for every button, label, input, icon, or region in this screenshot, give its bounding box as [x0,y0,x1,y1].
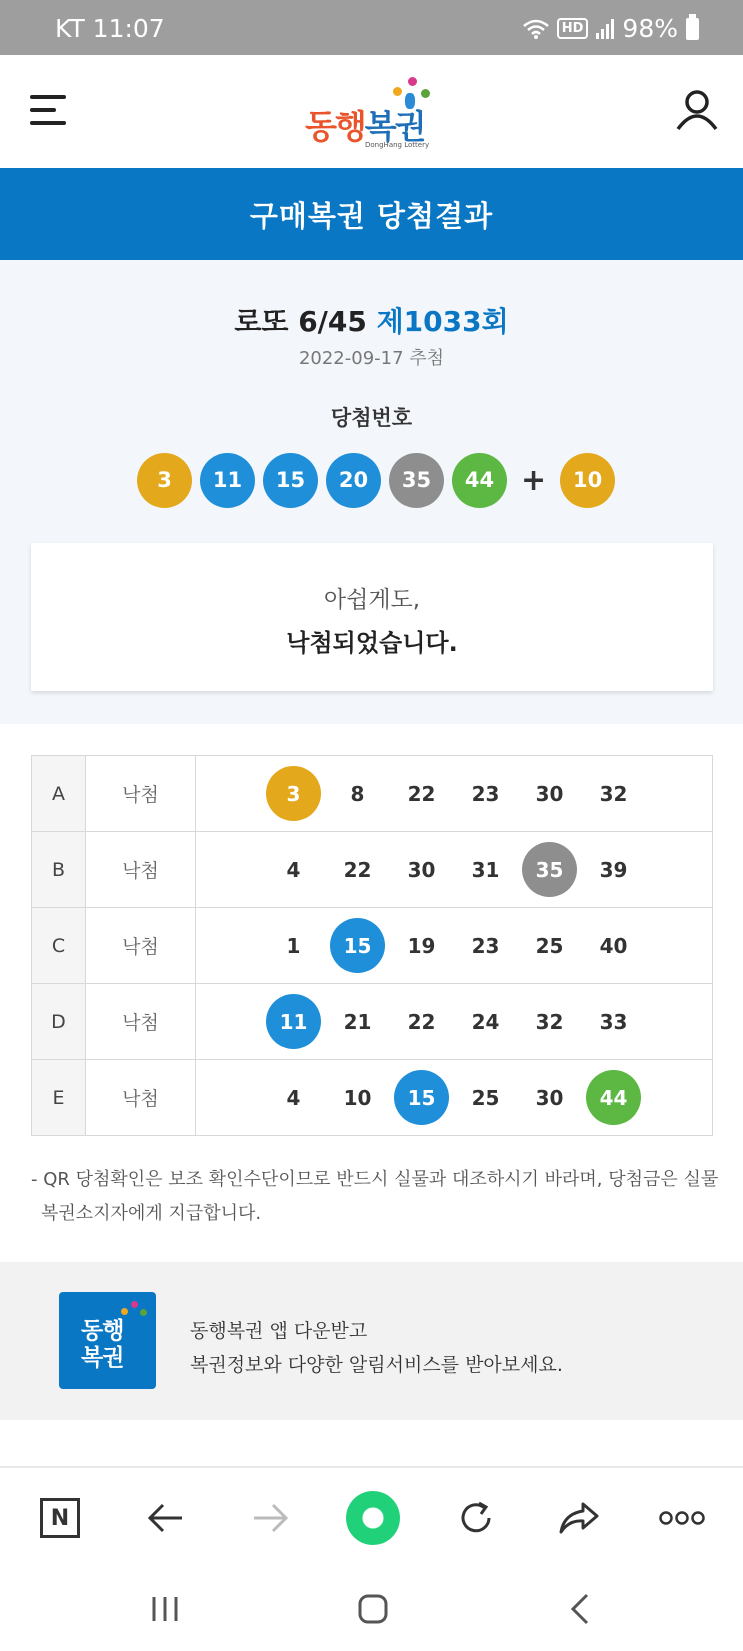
winning-ball: 44 [452,453,507,508]
back-arrow-icon [148,1503,184,1533]
share-button[interactable] [549,1488,609,1548]
logo-text: 동행복권 [305,107,425,146]
ticket-row [32,984,713,1060]
round-number: 제1033회 [376,305,509,338]
game-status: 낙첨 [86,984,196,1060]
game-status: 낙첨 [86,908,196,984]
battery-icon [686,18,699,40]
app-icon-text: 동행 복권 [81,1318,124,1371]
back-nav-button[interactable] [550,1586,610,1631]
matched-number: 15 [330,918,385,973]
recent-apps-icon [150,1595,180,1623]
ticket-number: 32 [535,1009,564,1034]
ticket-number: 40 [599,933,628,958]
ticket-number: 33 [599,1009,628,1034]
winning-numbers [137,452,615,508]
game-name: 로또 6/45 [234,305,367,338]
ticket-number: 4 [286,857,301,882]
result-message-line1: 아쉽게도, [323,587,421,613]
promo-line2: 복권정보와 다양한 알림서비스를 받아보세요. [190,1354,563,1376]
ticket-row [32,832,713,908]
game-numbers [196,908,713,984]
recent-apps-button[interactable] [135,1586,195,1631]
ticket-row [32,908,713,984]
matched-number: 15 [394,1070,449,1125]
game-letter: C [32,908,86,984]
game-letter: D [32,984,86,1060]
refresh-button[interactable] [446,1488,506,1548]
ticket-number: 10 [343,1085,372,1110]
ticket-number: 31 [471,857,500,882]
ticket-number: 23 [471,781,500,806]
ticket-table [31,755,713,1136]
notice-line1: - QR 당첨확인은 보조 확인수단이므로 반드시 실물과 대조하시기 바라며, 당첨금은 실물 [31,1169,719,1190]
result-section [0,260,743,724]
winning-ball: 15 [263,453,318,508]
logo-subtitle: DongHang Lottery [365,141,430,149]
refresh-icon [457,1499,495,1537]
signal-icon [596,19,614,39]
winning-numbers-label: 당첨번호 [330,406,413,430]
back-button[interactable] [136,1488,196,1548]
game-letter: A [32,756,86,832]
round-title [0,300,743,340]
ticket-number: 30 [535,781,564,806]
hd-voice-icon: HD [557,18,589,39]
ticket-number: 23 [471,933,500,958]
ticket-number: 21 [343,1009,372,1034]
matched-number: 3 [266,766,321,821]
ticket-row [32,756,713,832]
menu-icon[interactable] [30,95,66,125]
ticket-number: 4 [286,1085,301,1110]
game-numbers [196,832,713,908]
game-letter: B [32,832,86,908]
ticket-number: 32 [599,781,628,806]
ticket-number: 8 [350,781,365,806]
game-numbers [196,1060,713,1136]
site-header [0,55,743,168]
naver-n-icon: N [40,1498,80,1538]
ticket-number: 30 [407,857,436,882]
system-nav-bar [0,1566,743,1651]
ticket-number: 1 [286,933,301,958]
matched-number: 35 [522,842,577,897]
more-button[interactable] [652,1488,712,1548]
game-letter: E [32,1060,86,1136]
ticket-number: 22 [407,1009,436,1034]
wifi-icon [523,18,549,40]
more-icon [659,1510,705,1526]
back-icon [570,1593,590,1625]
bonus-ball: 10 [560,453,615,508]
browser-toolbar [0,1466,743,1566]
ticket-number: 24 [471,1009,500,1034]
matched-number: 11 [266,994,321,1049]
ticket-number: 25 [471,1085,500,1110]
app-icon[interactable] [59,1292,156,1389]
notice-line2: 복권소지자에게 지급합니다. [41,1203,262,1224]
page-title: 구매복권 당첨결과 [249,198,494,233]
ticket-row [32,1060,713,1136]
home-green-button[interactable] [343,1488,403,1548]
winning-ball: 11 [200,453,255,508]
matched-number: 44 [586,1070,641,1125]
game-numbers [196,984,713,1060]
home-icon [358,1594,388,1624]
status-carrier-time: KT 11:07 [55,14,165,43]
game-status: 낙첨 [86,832,196,908]
ticket-number: 30 [535,1085,564,1110]
ticket-number: 22 [343,857,372,882]
forward-arrow-icon [252,1503,288,1533]
qr-notice [31,1163,721,1231]
status-icons [523,14,699,43]
promo-text [190,1314,563,1382]
winning-ball: 3 [137,453,192,508]
winning-ball: 20 [326,453,381,508]
winning-ball: 35 [389,453,444,508]
forward-button[interactable] [240,1488,300,1548]
home-button[interactable] [343,1586,403,1631]
ticket-number: 22 [407,781,436,806]
battery-percent: 98% [622,14,678,43]
game-status: 낙첨 [86,1060,196,1136]
result-message-line2: 낙첨되었습니다. [286,629,458,657]
ticket-number: 19 [407,933,436,958]
status-bar [0,0,743,55]
bonus-plus: + [521,462,547,498]
user-icon[interactable] [676,89,718,131]
ticket-number: 39 [599,857,628,882]
game-numbers [196,756,713,832]
donghang-logo[interactable] [305,75,445,155]
promo-line1: 동행복권 앱 다운받고 [190,1320,368,1342]
share-icon [559,1501,599,1535]
home-green-icon [346,1491,400,1545]
app-promo-banner[interactable] [0,1262,743,1420]
ticket-number: 25 [535,933,564,958]
result-card [31,543,713,691]
game-status: 낙첨 [86,756,196,832]
page-title-bar [0,168,743,260]
naver-n-button[interactable] [30,1488,90,1548]
draw-date: 2022-09-17 추첨 [298,348,445,369]
